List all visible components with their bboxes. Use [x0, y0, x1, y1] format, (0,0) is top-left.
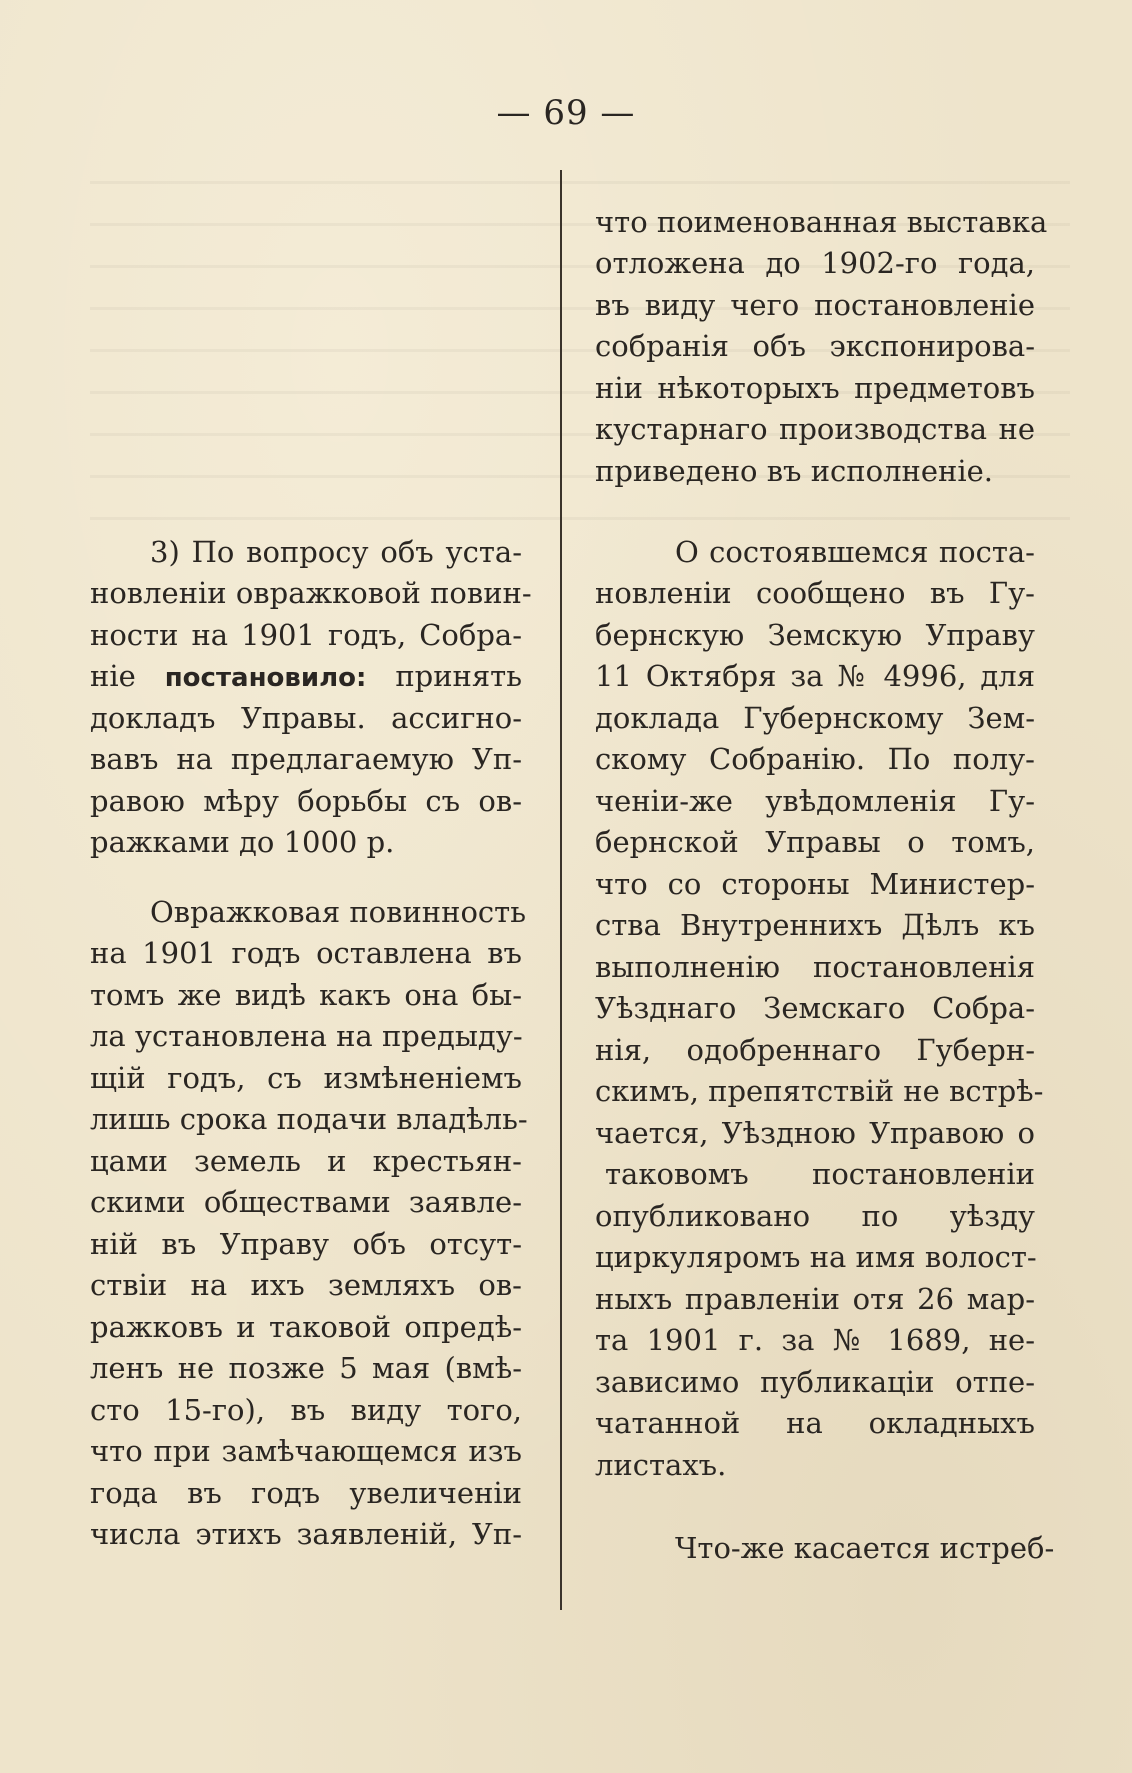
text-line: кустарнаго производства не — [595, 412, 1035, 446]
text-line: приведено въ исполненіе. — [595, 454, 993, 488]
bold-resolution-word: постановило: — [164, 663, 367, 693]
text-line: таковомъ постановленіи — [605, 1157, 1035, 1191]
text-line: бернскую Земскую Управу — [595, 618, 1035, 652]
page-number: — 69 — — [496, 93, 636, 133]
text-line: чатанной на окладныхъ — [595, 1406, 1035, 1440]
text-line: числа этихъ заявленій, Уп- — [90, 1517, 522, 1551]
text-line: сто 15-го), въ виду того, — [90, 1393, 522, 1427]
text-line: года въ годъ увеличеніи — [90, 1476, 522, 1510]
text-line: докладъ Управы. ассигно- — [90, 701, 522, 735]
text-line: ствіи на ихъ земляхъ ов- — [90, 1268, 522, 1302]
text-line: листахъ. — [595, 1448, 727, 1482]
text-line: вавъ на предлагаемую Уп- — [90, 742, 522, 776]
text-line: Уѣзднаго Земскаго Собра- — [595, 991, 1035, 1025]
text-line: доклада Губернскому Зем- — [595, 701, 1035, 735]
text-segment: принять — [366, 659, 522, 693]
text-line: Что-же касается истреб- — [675, 1531, 1055, 1565]
text-line: ла установлена на предыду- — [90, 1019, 523, 1053]
text-line: скими обществами заявле- — [90, 1185, 522, 1219]
text-line: новленіи овражковой повин- — [90, 576, 532, 610]
text-line: О состоявшемся поста- — [675, 535, 1035, 569]
text-line: Овражковая повинность — [150, 895, 526, 929]
text-line: 11 Октября за № 4996, для — [595, 659, 1035, 693]
text-line: та 1901 г. за № 1689, не- — [595, 1323, 1035, 1357]
text-line: отложена до 1902-го года, — [595, 246, 1035, 280]
text-line: щій годъ, съ измѣненіемъ — [90, 1061, 522, 1095]
text-line: нія, одобреннаго Губерн- — [595, 1033, 1035, 1067]
text-line: ленъ не позже 5 мая (вмѣ- — [90, 1351, 522, 1385]
text-line: ныхъ правленіи отя 26 мар- — [595, 1282, 1035, 1316]
text-line: что поименованная выставка — [595, 205, 1048, 239]
text-line: ражками до 1000 р. — [90, 825, 395, 859]
text-line: чается, Уѣздною Управою о — [595, 1116, 1035, 1150]
text-line: бернской Управы о томъ, — [595, 825, 1035, 859]
text-line: равою мѣру борьбы съ ов- — [90, 784, 522, 818]
text-line: лишь срока подачи владѣль- — [90, 1102, 528, 1136]
text-line: цами земель и крестьян- — [90, 1144, 522, 1178]
text-line: что со стороны Министер- — [595, 867, 1035, 901]
text-line: на 1901 годъ оставлена въ — [90, 936, 522, 970]
text-line: ражковъ и таковой опредѣ- — [90, 1310, 522, 1344]
text-line: новленіи сообщено въ Гу- — [595, 576, 1035, 610]
text-segment: ніе — [90, 659, 165, 693]
text-line: ства Внутреннихъ Дѣлъ къ — [595, 908, 1035, 942]
text-line: зависимо публикаціи отпе- — [595, 1365, 1035, 1399]
text-line: въ виду чего постановленіе — [595, 288, 1035, 322]
text-line: ности на 1901 годъ, Собра- — [90, 618, 522, 652]
text-line: ніи нѣкоторыхъ предметовъ — [595, 371, 1035, 405]
text-line: опубликовано по уѣзду — [595, 1199, 1035, 1233]
text-line: что при замѣчающемся изъ — [90, 1434, 522, 1468]
text-line: циркуляромъ на имя волост- — [595, 1240, 1037, 1274]
text-line: собранія объ экспонирова- — [595, 329, 1035, 363]
text-line: томъ же видѣ какъ она бы- — [90, 978, 522, 1012]
text-line: скимъ, препятствій не встрѣ- — [595, 1074, 1044, 1108]
text-line: скому Собранію. По полу- — [595, 742, 1035, 776]
text-line: ченіи-же увѣдомленія Гу- — [595, 784, 1035, 818]
column-divider — [560, 170, 562, 1610]
text-line: ній въ Управу объ отсут- — [90, 1227, 522, 1261]
text-line: 3) По вопросу объ уста- — [150, 535, 522, 569]
text-line: выполненію постановленія — [595, 950, 1035, 984]
text-line-with-bold — [90, 656, 522, 700]
